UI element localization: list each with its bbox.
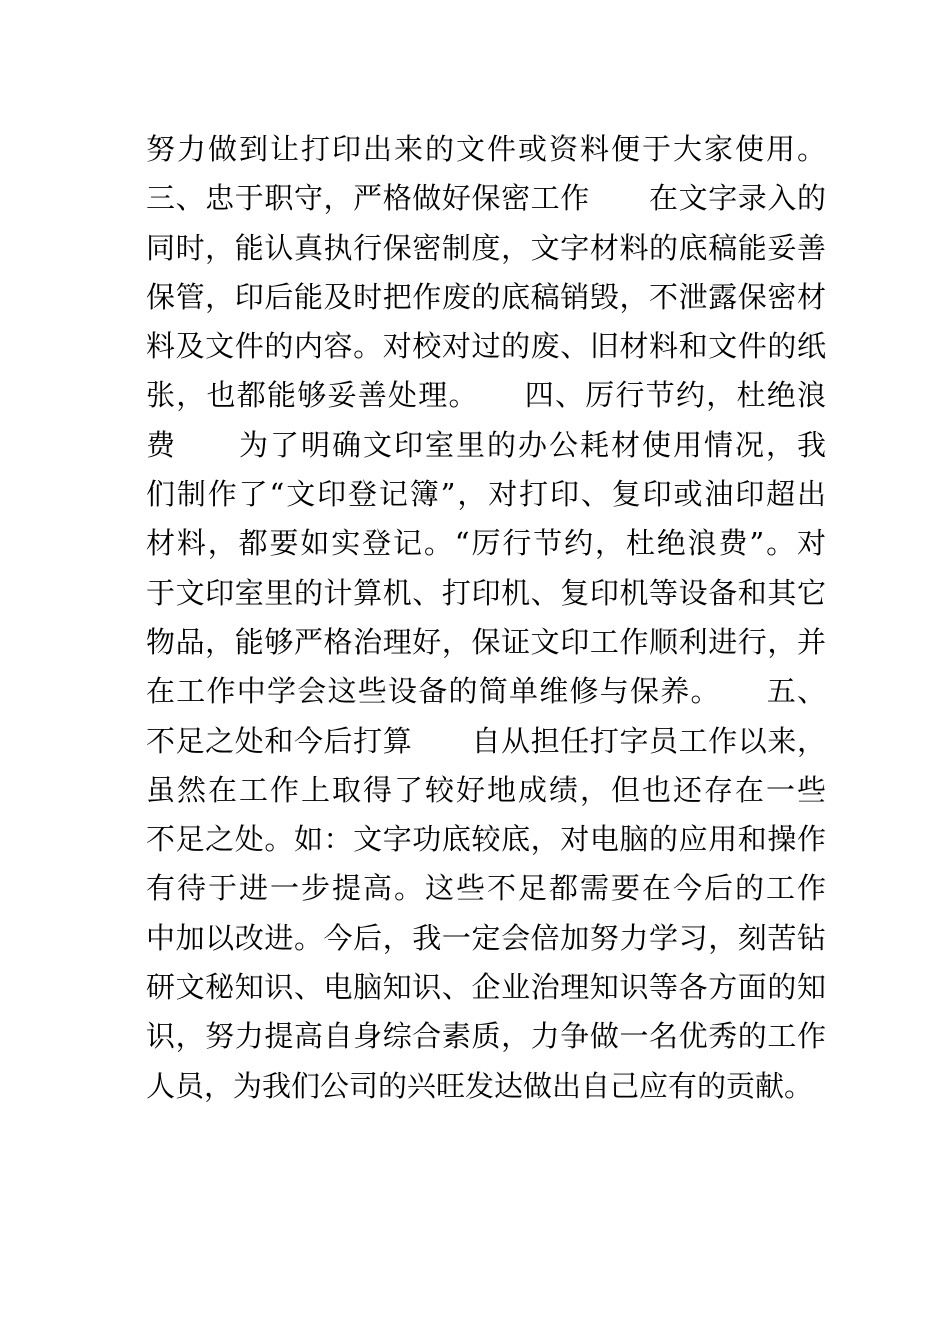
text-line: 材料，都要如实登记。“厉行节约，杜绝浪费”。对 <box>146 526 826 561</box>
text-line: 物品，能够严格治理好，保证文印工作顺利进行，并 <box>146 624 826 659</box>
text-line: 中加以改进。今后，我一定会倍加努力学习，刻苦钻 <box>146 920 826 955</box>
text-line: 人员，为我们公司的兴旺发达做出自己应有的贡献。 <box>146 1068 814 1103</box>
text-line: 有待于进一步提高。这些不足都需要在今后的工作 <box>146 871 826 906</box>
text-line: 们制作了“文印登记簿”，对打印、复印或油印超出 <box>146 477 826 512</box>
text-line: 同时，能认真执行保密制度，文字材料的底稿能妥善 <box>146 230 826 265</box>
text-line: 保管，印后能及时把作废的底稿销毁，不泄露保密材 <box>146 279 826 314</box>
text-line: 张，也都能够妥善处理。 四、厉行节约，杜绝浪 <box>146 378 826 413</box>
text-line: 不足之处和今后打算 自从担任打字员工作以来， <box>146 723 826 758</box>
body-text <box>146 125 826 1111</box>
text-line: 不足之处。如：文字功底较底，对电脑的应用和操作 <box>146 822 826 857</box>
text-line: 于文印室里的计算机、打印机、复印机等设备和其它 <box>146 575 826 610</box>
text-line: 研文秘知识、电脑知识、企业治理知识等各方面的知 <box>146 970 826 1005</box>
text-line: 料及文件的内容。对校对过的废、旧材料和文件的纸 <box>146 329 826 364</box>
text-line: 费 为了明确文印室里的办公耗材使用情况，我 <box>146 427 826 462</box>
text-line: 识，努力提高自身综合素质，力争做一名优秀的工作 <box>146 1019 826 1054</box>
text-line: 努力做到让打印出来的文件或资料便于大家使用。 <box>146 132 826 166</box>
text-line: 三、忠于职守，严格做好保密工作 在文字录入的 <box>146 181 826 216</box>
text-line: 虽然在工作上取得了较好地成绩，但也还存在一些 <box>146 772 826 807</box>
text-line: 在工作中学会这些设备的简单维修与保养。 五、 <box>146 674 826 709</box>
